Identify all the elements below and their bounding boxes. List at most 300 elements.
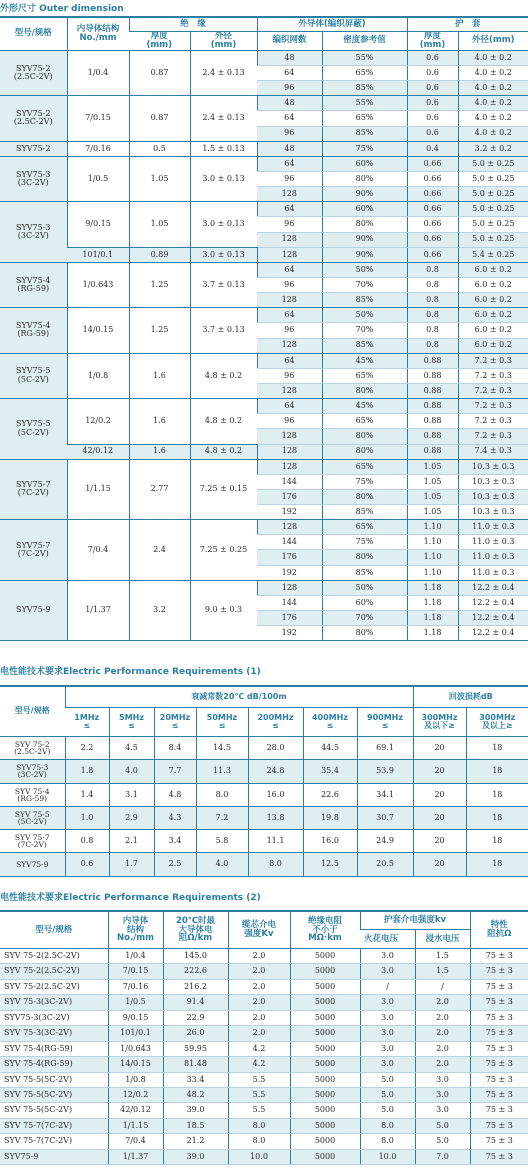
core-strength-cell: 8.0 <box>228 1134 290 1149</box>
density-cell: 80% <box>322 429 407 444</box>
jacket-thickness-cell: 1.10 <box>407 520 458 535</box>
value-cell: 4.0 <box>196 853 248 876</box>
jacket-thickness-cell: 1.18 <box>407 595 458 610</box>
density-cell: 45% <box>322 353 407 368</box>
conductor-cell: 7/0.16 <box>108 979 163 994</box>
water-voltage-cell: 2.0 <box>415 995 470 1010</box>
jacket-thickness-cell: 0.66 <box>407 232 458 247</box>
braid-count-cell: 128 <box>257 232 322 247</box>
jacket-thickness-cell: 1.10 <box>407 565 458 580</box>
resistance-cell: 48.2 <box>163 1087 228 1102</box>
table-row <box>0 853 528 876</box>
value-cell: 18 <box>466 853 528 876</box>
water-voltage-cell: 5.0 <box>415 1118 470 1133</box>
jacket-diameter-cell: 6.0 ± 0.2 <box>458 277 528 292</box>
jacket-diameter-cell: 4.0 ± 0.2 <box>458 126 528 141</box>
insulation-resistance-cell: 5000 <box>290 1026 360 1041</box>
insulation-resistance-cell: 5000 <box>290 1103 360 1118</box>
braid-count-cell: 144 <box>257 535 322 550</box>
insulation-resistance-cell: 5000 <box>290 1149 360 1164</box>
impedance-cell: 75 ± 3 <box>470 1072 528 1087</box>
jacket-diameter-cell: 7.2 ± 0.3 <box>458 368 528 383</box>
model-cell: SYV 75-5(5C-2V) <box>0 1087 108 1102</box>
density-cell: 50% <box>322 580 407 595</box>
table-row <box>0 995 528 1010</box>
density-cell: 90% <box>322 232 407 247</box>
value-cell: 4.0 <box>109 760 154 783</box>
core-strength-cell: 4.2 <box>228 1041 290 1056</box>
insulation-resistance-cell: 5000 <box>290 1010 360 1025</box>
density-cell: 50% <box>322 262 407 277</box>
value-cell: 20 <box>413 760 466 783</box>
braid-count-cell: 64 <box>257 399 322 414</box>
value-cell: 24.9 <box>357 830 413 853</box>
insulation-diameter-cell: 3.0 ± 0.13 <box>190 202 257 247</box>
braid-count-cell: 192 <box>257 565 322 580</box>
resistance-cell: 26.0 <box>163 1026 228 1041</box>
density-cell: 70% <box>322 611 407 626</box>
braid-count-cell: 64 <box>257 65 322 80</box>
value-cell: 5.8 <box>196 830 248 853</box>
value-cell: 2.2 <box>65 737 109 760</box>
braid-count-cell: 176 <box>257 489 322 504</box>
value-cell: 1.8 <box>65 760 109 783</box>
braid-count-cell: 144 <box>257 474 322 489</box>
braid-count-cell: 128 <box>257 293 322 308</box>
electric-performance-table-1 <box>0 685 528 877</box>
section-title-electric-2: 电性能技术要求Electric Performance Requirements (2) <box>0 893 261 903</box>
jacket-thickness-cell: 0.8 <box>407 338 458 353</box>
density-cell: 85% <box>322 505 407 520</box>
conductor-cell: 7/0.16 <box>67 141 129 156</box>
value-cell: 7.7 <box>154 760 196 783</box>
jacket-thickness-cell: 0.88 <box>407 414 458 429</box>
impedance-cell: 75 ± 3 <box>470 1103 528 1118</box>
water-voltage-cell: 1.5 <box>415 964 470 979</box>
density-cell: 80% <box>322 217 407 232</box>
density-cell: 60% <box>322 595 407 610</box>
spark-voltage-cell: 3.0 <box>360 995 415 1010</box>
impedance-cell: 75 ± 3 <box>470 1134 528 1149</box>
impedance-cell: 75 ± 3 <box>470 1087 528 1102</box>
jacket-diameter-cell: 6.0 ± 0.2 <box>458 293 528 308</box>
insulation-diameter-cell: 9.0 ± 0.3 <box>190 580 257 641</box>
value-cell: 8.0 <box>248 853 303 876</box>
spark-voltage-cell: 5.0 <box>360 1103 415 1118</box>
value-cell: 20 <box>413 853 466 876</box>
core-strength-cell: 8.0 <box>228 1118 290 1133</box>
model-cell: SYV75-4 (RG-59) <box>0 262 67 307</box>
table-row <box>0 247 528 262</box>
spark-voltage-cell: 8.0 <box>360 1118 415 1133</box>
value-cell: 18 <box>466 806 528 829</box>
density-cell: 90% <box>322 187 407 202</box>
braid-count-cell: 96 <box>257 414 322 429</box>
resistance-cell: 22.9 <box>163 1010 228 1025</box>
model-cell: SYV75-9 <box>0 1149 108 1164</box>
density-cell: 65% <box>322 368 407 383</box>
value-cell: 22.6 <box>303 783 357 806</box>
table-row <box>0 1057 528 1072</box>
density-cell: 80% <box>322 383 407 398</box>
header-impedance: 特性 阻抗Ω <box>470 911 528 949</box>
braid-count-cell: 64 <box>257 202 322 217</box>
impedance-cell: 75 ± 3 <box>470 949 528 964</box>
model-cell: SYV 75-7(7C-2V) <box>0 1134 108 1149</box>
jacket-thickness-cell: 0.6 <box>407 50 458 65</box>
jacket-diameter-cell: 12.2 ± 0.4 <box>458 626 528 641</box>
header-insulation-resistance: 绝缘电阻 不小于 MΩ·km <box>290 911 360 949</box>
core-strength-cell: 2.0 <box>228 949 290 964</box>
value-cell: 30.7 <box>357 806 413 829</box>
insulation-thickness-cell: 2.4 <box>129 520 190 581</box>
jacket-diameter-cell: 5.0 ± 0.25 <box>458 202 528 217</box>
outer-dimension-table <box>0 16 528 641</box>
jacket-diameter-cell: 4.0 ± 0.2 <box>458 96 528 111</box>
insulation-thickness-cell: 1.25 <box>129 308 190 353</box>
model-cell: SYV 75-2(2.5C-2V) <box>0 979 108 994</box>
impedance-cell: 75 ± 3 <box>470 964 528 979</box>
braid-count-cell: 96 <box>257 277 322 292</box>
spark-voltage-cell: 5.0 <box>360 1072 415 1087</box>
table-row <box>0 156 528 171</box>
jacket-diameter-cell: 7.2 ± 0.3 <box>458 399 528 414</box>
conductor-cell: 1/1.15 <box>67 459 129 520</box>
header-braid-count: 编织网数 <box>257 32 322 51</box>
impedance-cell: 75 ± 3 <box>470 1026 528 1041</box>
density-cell: 55% <box>322 96 407 111</box>
table-row <box>0 50 528 65</box>
density-cell: 55% <box>322 50 407 65</box>
value-cell: 20 <box>413 737 466 760</box>
insulation-thickness-cell: 0.87 <box>129 96 190 141</box>
jacket-diameter-cell: 6.0 ± 0.2 <box>458 323 528 338</box>
jacket-thickness-cell: 0.6 <box>407 126 458 141</box>
impedance-cell: 75 ± 3 <box>470 1118 528 1133</box>
value-cell: 14.5 <box>196 737 248 760</box>
resistance-cell: 91.4 <box>163 995 228 1010</box>
jacket-diameter-cell: 5.4 ± 0.25 <box>458 247 528 262</box>
resistance-cell: 216.2 <box>163 979 228 994</box>
water-voltage-cell: 2.0 <box>415 1010 470 1025</box>
jacket-thickness-cell: 1.18 <box>407 580 458 595</box>
table-row <box>0 1026 528 1041</box>
conductor-cell: 12/0.2 <box>108 1087 163 1102</box>
header-conductor: 内导体 结构 No./mm <box>108 911 163 949</box>
frequency-header-row <box>0 708 528 737</box>
jacket-thickness-cell: 0.6 <box>407 65 458 80</box>
insulation-resistance-cell: 5000 <box>290 1087 360 1102</box>
value-cell: 7.2 <box>196 806 248 829</box>
value-cell: 16.0 <box>248 783 303 806</box>
jacket-diameter-cell: 4.0 ± 0.2 <box>458 50 528 65</box>
jacket-thickness-cell: 0.66 <box>407 171 458 186</box>
jacket-thickness-cell: 0.66 <box>407 202 458 217</box>
insulation-resistance-cell: 5000 <box>290 1057 360 1072</box>
water-voltage-cell: 3.0 <box>415 1087 470 1102</box>
braid-count-cell: 176 <box>257 611 322 626</box>
jacket-diameter-cell: 11.0 ± 0.3 <box>458 520 528 535</box>
value-cell: 20.5 <box>357 853 413 876</box>
header-jacket: 护 套 <box>407 17 528 32</box>
insulation-diameter-cell: 4.8 ± 0.2 <box>190 444 257 459</box>
model-cell: SYV75-2 (2.5C-2V) <box>0 50 67 95</box>
header-insulation: 绝 缘 <box>129 17 257 32</box>
insulation-thickness-cell: 0.5 <box>129 141 190 156</box>
value-cell: 18 <box>466 783 528 806</box>
model-cell: SYV 75-7(7C-2V) <box>0 1118 108 1133</box>
table-row <box>0 308 528 323</box>
header-attenuation: 衰减常数20℃ dB/100m <box>65 686 413 708</box>
jacket-diameter-cell: 10.3 ± 0.3 <box>458 489 528 504</box>
jacket-thickness-cell: 0.8 <box>407 323 458 338</box>
value-cell: 1.0 <box>65 806 109 829</box>
jacket-diameter-cell: 12.2 ± 0.4 <box>458 580 528 595</box>
jacket-diameter-cell: 7.2 ± 0.3 <box>458 353 528 368</box>
jacket-thickness-cell: 1.10 <box>407 550 458 565</box>
conductor-cell: 1/0.4 <box>67 50 129 95</box>
jacket-diameter-cell: 11.0 ± 0.3 <box>458 535 528 550</box>
model-cell: SYV75-9 <box>0 580 67 641</box>
impedance-cell: 75 ± 3 <box>470 979 528 994</box>
header-resistance: 20℃时最 大导体电 阻Ω/km <box>163 911 228 949</box>
header-insulation-diameter: 外径 (mm) <box>190 32 257 51</box>
braid-count-cell: 192 <box>257 626 322 641</box>
table-row <box>0 353 528 368</box>
jacket-diameter-cell: 4.0 ± 0.2 <box>458 65 528 80</box>
density-cell: 65% <box>322 65 407 80</box>
water-voltage-cell: / <box>415 979 470 994</box>
spark-voltage-cell: 3.0 <box>360 1026 415 1041</box>
model-cell: SYV75-5 (5C-2V) <box>0 399 67 460</box>
insulation-resistance-cell: 5000 <box>290 1072 360 1087</box>
header-return-loss: 回波损耗dB <box>413 686 528 708</box>
density-cell: 70% <box>322 277 407 292</box>
conductor-cell: 1/1.37 <box>108 1149 163 1164</box>
density-cell: 65% <box>322 459 407 474</box>
header-jacket-strength: 护套介电强度kv <box>360 911 470 930</box>
table-row <box>0 399 528 414</box>
jacket-diameter-cell: 12.2 ± 0.4 <box>458 611 528 626</box>
impedance-cell: 75 ± 3 <box>470 995 528 1010</box>
jacket-thickness-cell: 0.8 <box>407 262 458 277</box>
jacket-thickness-cell: 0.88 <box>407 353 458 368</box>
density-cell: 80% <box>322 489 407 504</box>
value-cell: 0.6 <box>65 853 109 876</box>
density-cell: 50% <box>322 308 407 323</box>
insulation-diameter-cell: 1.5 ± 0.13 <box>190 141 257 156</box>
braid-count-cell: 64 <box>257 111 322 126</box>
braid-count-cell: 64 <box>257 262 322 277</box>
jacket-thickness-cell: 1.05 <box>407 505 458 520</box>
braid-count-cell: 48 <box>257 96 322 111</box>
conductor-cell: 42/0.12 <box>108 1103 163 1118</box>
header-model: 型号/规格 <box>0 911 108 949</box>
insulation-diameter-cell: 3.7 ± 0.13 <box>190 308 257 353</box>
table-row <box>0 760 528 783</box>
resistance-cell: 222.6 <box>163 964 228 979</box>
density-cell: 75% <box>322 141 407 156</box>
insulation-thickness-cell: 1.05 <box>129 156 190 201</box>
jacket-thickness-cell: 0.6 <box>407 96 458 111</box>
braid-count-cell: 144 <box>257 595 322 610</box>
jacket-diameter-cell: 7.2 ± 0.3 <box>458 383 528 398</box>
water-voltage-cell: 5.0 <box>415 1134 470 1149</box>
frequency-header: 200MHz ≤ <box>248 708 303 737</box>
model-cell: SYV75-2 (2.5C-2V) <box>0 96 67 141</box>
jacket-diameter-cell: 4.0 ± 0.2 <box>458 81 528 96</box>
model-cell: SYV75-3 (3C-2V) <box>0 156 67 201</box>
electric-performance-table-2 <box>0 910 528 1165</box>
conductor-cell: 7/0.4 <box>67 520 129 581</box>
conductor-cell: 9/0.15 <box>108 1010 163 1025</box>
jacket-diameter-cell: 10.3 ± 0.3 <box>458 459 528 474</box>
jacket-diameter-cell: 11.0 ± 0.3 <box>458 565 528 580</box>
insulation-resistance-cell: 5000 <box>290 949 360 964</box>
model-cell: SYV75-3 (3C-2V) <box>0 760 65 783</box>
value-cell: 3.1 <box>109 783 154 806</box>
jacket-thickness-cell: 1.05 <box>407 474 458 489</box>
table-header-row <box>0 17 528 32</box>
table-row <box>0 1118 528 1133</box>
model-cell: SYV75-9 <box>0 853 65 876</box>
density-cell: 75% <box>322 474 407 489</box>
frequency-header: 300MHz 及以上≥ <box>466 708 528 737</box>
jacket-diameter-cell: 5.0 ± 0.25 <box>458 232 528 247</box>
table-row <box>0 830 528 853</box>
insulation-resistance-cell: 5000 <box>290 1118 360 1133</box>
value-cell: 20 <box>413 830 466 853</box>
insulation-thickness-cell: 0.89 <box>129 247 190 262</box>
table-row <box>0 1010 528 1025</box>
impedance-cell: 75 ± 3 <box>470 1057 528 1072</box>
jacket-diameter-cell: 7.4 ± 0.3 <box>458 444 528 459</box>
value-cell: 2.9 <box>109 806 154 829</box>
spark-voltage-cell: 10.0 <box>360 1149 415 1164</box>
water-voltage-cell: 3.0 <box>415 1103 470 1118</box>
spark-voltage-cell: / <box>360 979 415 994</box>
table-row <box>0 444 528 459</box>
braid-count-cell: 176 <box>257 550 322 565</box>
model-cell: SYV75-7 (7C-2V) <box>0 520 67 581</box>
conductor-cell: 1/1.15 <box>108 1118 163 1133</box>
spark-voltage-cell: 3.0 <box>360 949 415 964</box>
insulation-resistance-cell: 5000 <box>290 1134 360 1149</box>
core-strength-cell: 2.0 <box>228 1026 290 1041</box>
insulation-diameter-cell: 2.4 ± 0.13 <box>190 50 257 95</box>
table-header-row <box>0 686 528 708</box>
model-cell: SYV 75-4(RG-59) <box>0 1041 108 1056</box>
header-water-voltage: 浸水电压 <box>415 930 470 949</box>
value-cell: 2.1 <box>109 830 154 853</box>
header-spark-voltage: 火花电压 <box>360 930 415 949</box>
table-row <box>0 1041 528 1056</box>
jacket-diameter-cell: 11.0 ± 0.3 <box>458 550 528 565</box>
model-cell: SYV75-3(3C-2V) <box>0 1010 108 1025</box>
value-cell: 18 <box>466 737 528 760</box>
jacket-diameter-cell: 10.3 ± 0.3 <box>458 474 528 489</box>
value-cell: 34.1 <box>357 783 413 806</box>
jacket-diameter-cell: 6.0 ± 0.2 <box>458 262 528 277</box>
insulation-thickness-cell: 3.2 <box>129 580 190 641</box>
value-cell: 53.9 <box>357 760 413 783</box>
conductor-cell: 7/0.15 <box>67 96 129 141</box>
resistance-cell: 33.4 <box>163 1072 228 1087</box>
braid-count-cell: 128 <box>257 247 322 262</box>
water-voltage-cell: 1.5 <box>415 949 470 964</box>
model-cell: SYV 75-5(5C-2V) <box>0 1103 108 1118</box>
insulation-diameter-cell: 4.8 ± 0.2 <box>190 399 257 444</box>
header-conductor: 内导体结构 No./mm <box>67 17 129 50</box>
frequency-header: 900MHz ≤ <box>357 708 413 737</box>
braid-count-cell: 96 <box>257 126 322 141</box>
density-cell: 65% <box>322 111 407 126</box>
value-cell: 16.0 <box>303 830 357 853</box>
insulation-thickness-cell: 1.6 <box>129 353 190 398</box>
jacket-thickness-cell: 0.66 <box>407 247 458 262</box>
conductor-cell: 7/0.4 <box>108 1134 163 1149</box>
model-cell: SYV75-7 (7C-2V) <box>0 459 67 520</box>
value-cell: 18 <box>466 760 528 783</box>
table-row <box>0 262 528 277</box>
density-cell: 85% <box>322 81 407 96</box>
insulation-resistance-cell: 5000 <box>290 979 360 994</box>
header-density: 密度参考值 <box>322 32 407 51</box>
insulation-thickness-cell: 1.6 <box>129 444 190 459</box>
model-cell: SYV75-2 <box>0 141 67 156</box>
table-row <box>0 1134 528 1149</box>
jacket-diameter-cell: 3.2 ± 0.2 <box>458 141 528 156</box>
jacket-diameter-cell: 7.2 ± 0.3 <box>458 414 528 429</box>
frequency-header: 50MHz ≤ <box>196 708 248 737</box>
model-cell: SYV 75-3(3C-2V) <box>0 1026 108 1041</box>
jacket-thickness-cell: 0.66 <box>407 156 458 171</box>
model-cell: SYV 75-2(2.5C-2V) <box>0 949 108 964</box>
density-cell: 80% <box>322 171 407 186</box>
table-row <box>0 96 528 111</box>
insulation-diameter-cell: 4.8 ± 0.2 <box>190 353 257 398</box>
jacket-thickness-cell: 0.8 <box>407 293 458 308</box>
jacket-thickness-cell: 1.18 <box>407 626 458 641</box>
model-cell: SYV 75-3(3C-2V) <box>0 995 108 1010</box>
core-strength-cell: 5.5 <box>228 1103 290 1118</box>
model-cell: SYV75-3 (3C-2V) <box>0 202 67 263</box>
insulation-resistance-cell: 5000 <box>290 964 360 979</box>
spark-voltage-cell: 3.0 <box>360 1057 415 1072</box>
insulation-diameter-cell: 3.7 ± 0.13 <box>190 262 257 307</box>
jacket-thickness-cell: 0.88 <box>407 429 458 444</box>
density-cell: 60% <box>322 202 407 217</box>
braid-count-cell: 48 <box>257 141 322 156</box>
table-row <box>0 202 528 217</box>
braid-count-cell: 128 <box>257 383 322 398</box>
model-cell: SYV 75-5 (5C-2V) <box>0 806 65 829</box>
core-strength-cell: 2.0 <box>228 964 290 979</box>
model-cell: SYV 75-4 (RG-59) <box>0 783 65 806</box>
conductor-cell: 7/0.15 <box>108 964 163 979</box>
core-strength-cell: 2.0 <box>228 1010 290 1025</box>
braid-count-cell: 128 <box>257 187 322 202</box>
value-cell: 4.3 <box>154 806 196 829</box>
density-cell: 70% <box>322 323 407 338</box>
model-cell: SYV 75-7 (7C-2V) <box>0 830 65 853</box>
impedance-cell: 75 ± 3 <box>470 1041 528 1056</box>
density-cell: 65% <box>322 520 407 535</box>
resistance-cell: 81.48 <box>163 1057 228 1072</box>
density-cell: 65% <box>322 414 407 429</box>
header-model: 型号/规格 <box>0 17 67 50</box>
jacket-thickness-cell: 0.6 <box>407 111 458 126</box>
